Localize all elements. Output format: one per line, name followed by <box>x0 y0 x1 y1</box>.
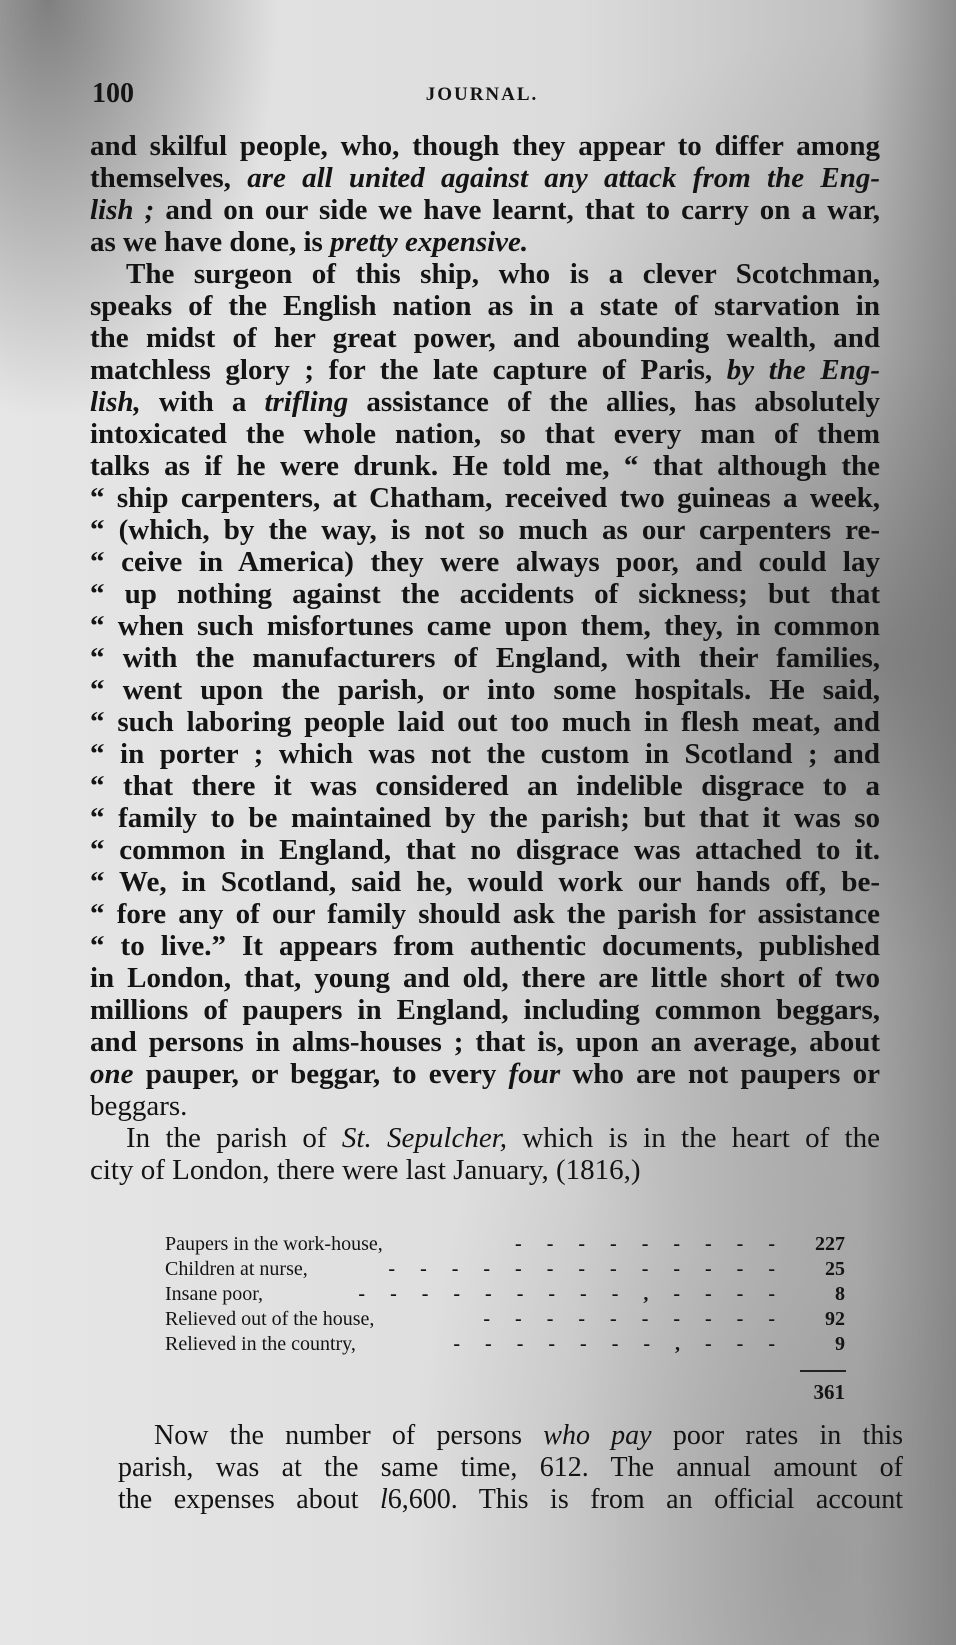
text-line: and skilful people, who, though they appear to differ among <box>90 130 880 162</box>
text-line: millions of paupers in England, including common beggars, <box>90 994 880 1026</box>
text-line: Now the number of persons who pay poor rates in this <box>154 1420 904 1451</box>
sum-rule <box>800 1370 846 1372</box>
text-line: “ (which, by the way, is not so much as our carpenters re- <box>90 514 880 546</box>
row-leader: - - - - - - - - - - <box>483 1308 785 1330</box>
text-line: “ when such misfortunes came upon them, they, in common <box>90 610 880 642</box>
row-label: Children at nurse, <box>165 1258 308 1280</box>
page-number: 100 <box>92 78 134 109</box>
closing-text <box>118 1420 903 1516</box>
row-label: Paupers in the work-house, <box>165 1233 383 1255</box>
text-line: “ up nothing against the accidents of sickness; but that <box>90 578 880 610</box>
text-line: “ fore any of our family should ask the parish for assistance <box>90 898 880 930</box>
text-line: matchless glory ; for the late capture of Paris, by the Eng- <box>90 354 880 386</box>
row-leader: - - - - - - - - - , - - - - <box>358 1283 785 1305</box>
text-line: “ such laboring people laid out too much in flesh meat, and <box>90 706 880 738</box>
text-line: “ with the manufacturers of England, with their families, <box>90 642 880 674</box>
row-label: Relieved in the country, <box>165 1333 356 1355</box>
body-text <box>90 130 880 1186</box>
table-row <box>165 1332 845 1357</box>
text-line: talks as if he were drunk. He told me, “ that although the <box>90 450 880 482</box>
table-row <box>165 1282 845 1307</box>
row-value: 227 <box>815 1233 845 1255</box>
text-line: The surgeon of this ship, who is a clever Scotchman, <box>126 258 880 290</box>
text-line: intoxicated the whole nation, so that every man of them <box>90 418 880 450</box>
row-value: 25 <box>825 1258 845 1280</box>
row-leader: - - - - - - - , - - - <box>453 1333 785 1355</box>
row-label: Insane poor, <box>165 1283 264 1305</box>
page-header <box>92 78 872 118</box>
text-line: lish ; and on our side we have learnt, that to carry on a war, <box>90 194 880 226</box>
table-row <box>165 1232 845 1257</box>
text-line: city of London, there were last January, (1816,) <box>90 1154 641 1186</box>
row-value: 9 <box>835 1333 845 1355</box>
text-line: and persons in alms-houses ; that is, upon an average, about <box>90 1026 880 1058</box>
text-line: speaks of the English nation as in a state of starvation in <box>90 290 880 322</box>
text-line: “ that there it was considered an indelible disgrace to a <box>90 770 880 802</box>
row-leader: - - - - - - - - - <box>515 1233 785 1255</box>
text-line: parish, was at the same time, 612. The annual amount of <box>118 1452 903 1483</box>
text-line: “ to live.” It appears from authentic documents, published <box>90 930 880 962</box>
text-line: “ common in England, that no disgrace was attached to it. <box>90 834 880 866</box>
text-line: as we have done, is pretty expensive. <box>90 226 529 258</box>
row-value: 8 <box>835 1283 845 1305</box>
text-line: lish, with a trifling assistance of the allies, has absolutely <box>90 386 880 418</box>
row-leader: - - - - - - - - - - - - - <box>388 1258 785 1280</box>
text-line: “ We, in Scotland, said he, would work our hands off, be- <box>90 866 880 898</box>
table-row <box>165 1257 845 1282</box>
row-label: Relieved out of the house, <box>165 1308 375 1330</box>
table-total: 361 <box>813 1380 845 1404</box>
running-head: JOURNAL. <box>425 84 539 105</box>
text-line: “ family to be maintained by the parish; but that it was so <box>90 802 880 834</box>
text-line: in London, that, young and old, there are little short of two <box>90 962 880 994</box>
text-line: themselves, are all united against any attack from the Eng- <box>90 162 881 194</box>
text-line: beggars. <box>90 1090 188 1122</box>
text-line: “ ceive in America) they were always poor, and could lay <box>90 546 880 578</box>
pauper-table <box>165 1232 845 1357</box>
text-line: In the parish of St. Sepulcher, which is in the heart of the <box>126 1122 880 1154</box>
table-row <box>165 1307 845 1332</box>
row-value: 92 <box>825 1308 845 1330</box>
text-line: “ ship carpenters, at Chatham, received two guineas a week, <box>90 482 880 514</box>
text-line: the expenses about l6,600. This is from an official account <box>118 1484 903 1515</box>
text-line: one pauper, or beggar, to every four who are not paupers or <box>90 1058 880 1090</box>
text-line: “ in porter ; which was not the custom in Scotland ; and <box>90 738 880 770</box>
text-line: “ went upon the parish, or into some hospitals. He said, <box>90 674 880 706</box>
text-line: the midst of her great power, and abounding wealth, and <box>90 322 880 354</box>
